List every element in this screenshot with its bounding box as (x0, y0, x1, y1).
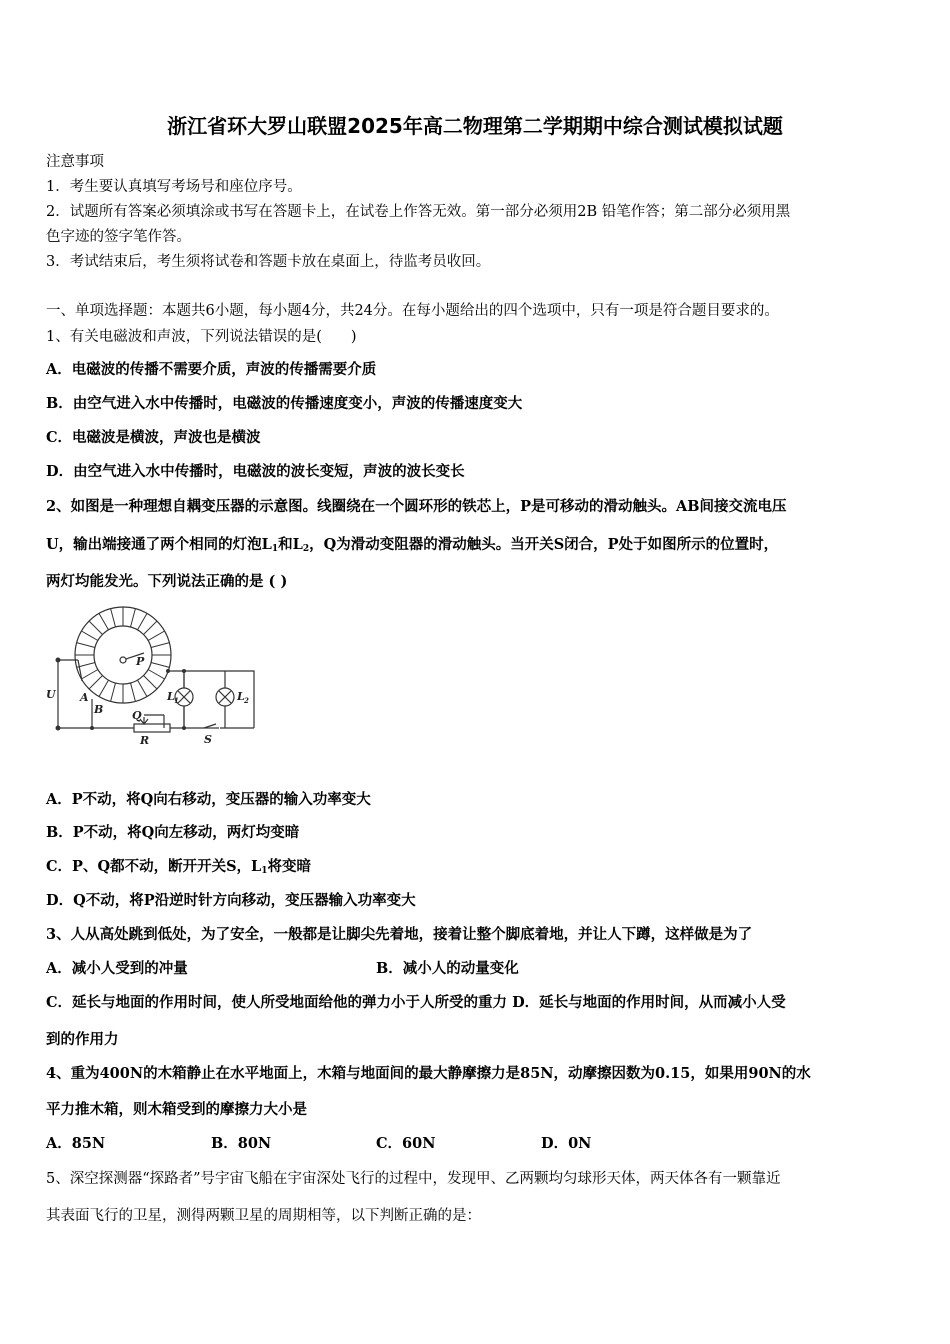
label-l1: L (167, 690, 175, 703)
label-b: B (94, 703, 104, 716)
q1-stem: 1、有关电磁波和声波，下列说法错误的是( ) (46, 329, 357, 345)
q2-sub-1: 1 (271, 544, 279, 554)
section-heading: 一、单项选择题：本题共6小题，每小题4分，共24分。在每小题给出的四个选项中，只有一项是符合题目要求的。 (46, 303, 779, 319)
label-a: A (80, 691, 89, 704)
label-l2: L (237, 690, 245, 703)
notice-item-2-cont: 色字迹的签字笔作答。 (46, 229, 191, 245)
q3-option-cd-line2: 到的作用力 (46, 1031, 119, 1048)
q2-option-a: A．P不动，将Q向右移动，变压器的输入功率变大 (46, 791, 371, 808)
notice-heading: 注意事项 (46, 154, 104, 170)
q2-stem-part-a: U，输出端接通了两个相同的灯泡L (46, 536, 272, 553)
q1-option-b: B．由空气进入水中传播时，电磁波的传播速度变小，声波的传播速度变大 (46, 395, 523, 412)
q2-option-b: B．P不动，将Q向左移动，两灯均变暗 (46, 824, 300, 841)
q2-option-c-part-a: C．P、Q都不动，断开开关S，L (46, 858, 262, 875)
terminal-b (56, 726, 61, 731)
autotransformer-circuit-figure (44, 603, 258, 745)
q3-option-a: A．减小人受到的冲量 (46, 960, 188, 977)
rheostat-r (134, 724, 170, 732)
notice-item-2: 2．试题所有答案必须填涂或书写在答题卡上，在试卷上作答无效。第一部分必须用2B 铅笔作答；第二部分必须用黑 (46, 204, 791, 220)
label-p: P (136, 655, 145, 668)
label-l2-sub: 2 (244, 696, 249, 705)
q2-stem-line1: 2、如图是一种理想自耦变压器的示意图。线圈绕在一个圆环形的铁芯上，P是可移动的滑动触头。AB间接交流电压 (46, 498, 787, 515)
notice-item-3: 3．考试结束后，考生须将试卷和答题卡放在桌面上，待监考员收回。 (46, 254, 491, 270)
slider-p-pivot (120, 657, 126, 663)
page-title: 浙江省环大罗山联盟2025年高二物理第二学期期中综合测试模拟试题 (167, 114, 783, 138)
q4-option-d: D．0N (541, 1135, 592, 1152)
label-r: R (140, 734, 150, 745)
q5-stem-line1: 5、深空探测器“探路者”号宇宙飞船在宇宙深处飞行的过程中，发现甲、乙两颗均匀球形天体，两天体各有一颗靠近 (46, 1171, 781, 1187)
label-l1-sub: 1 (174, 696, 179, 705)
q2-option-c-sub: 1 (261, 866, 268, 876)
terminal-a (56, 658, 61, 663)
label-q: Q (132, 709, 142, 722)
label-u: U (46, 688, 56, 701)
q1-option-c: C．电磁波是横波，声波也是横波 (46, 429, 261, 446)
q4-stem-line1: 4、重为400N的木箱静止在水平地面上，木箱与地面间的最大静摩擦力是85N，动摩擦因数为0.15，如果用90N的水 (46, 1065, 811, 1082)
notice-item-1: 1．考生要认真填写考场号和座位序号。 (46, 179, 302, 195)
q1-option-a: A．电磁波的传播不需要介质，声波的传播需要介质 (46, 361, 377, 378)
q2-stem-line3: 两灯均能发光。下列说法正确的是 ( ) (46, 573, 288, 590)
q1-option-d: D．由空气进入水中传播时，电磁波的波长变短，声波的波长变长 (46, 463, 465, 480)
q2-option-c (46, 856, 311, 878)
q3-option-b: B．减小人的动量变化 (376, 960, 519, 977)
q2-stem-part-c: ，Q为滑动变阻器的滑动触头。当开关S闭合，P处于如图所示的位置时， (309, 536, 779, 553)
q5-stem-line2: 其表面飞行的卫星，测得两颗卫星的周期相等，以下判断正确的是： (46, 1208, 481, 1224)
q2-option-c-part-b: 将变暗 (267, 858, 312, 875)
label-s: S (204, 733, 212, 745)
q4-option-b: B．80N (211, 1135, 272, 1152)
q2-stem-line2 (46, 534, 778, 556)
q4-option-c: C．60N (376, 1135, 436, 1152)
q3-option-cd-line1: C．延长与地面的作用时间，使人所受地面给他的弹力小于人所受的重力 D．延长与地面的作用时间，从而减小人受 (46, 994, 786, 1011)
coil-windings (75, 607, 171, 703)
q2-stem-part-b: 和L (278, 536, 303, 553)
q3-stem: 3、人从高处跳到低处，为了安全，一般都是让脚尖先着地，接着让整个脚底着地，并让人下蹲，这样做是为了 (46, 926, 753, 943)
q4-stem-line2: 平力推木箱，则木箱受到的摩擦力大小是 (46, 1101, 307, 1118)
q2-option-d: D．Q不动，将P沿逆时针方向移动，变压器输入功率变大 (46, 892, 416, 909)
q2-sub-2: 2 (302, 544, 310, 554)
q4-option-a: A．85N (46, 1135, 106, 1152)
